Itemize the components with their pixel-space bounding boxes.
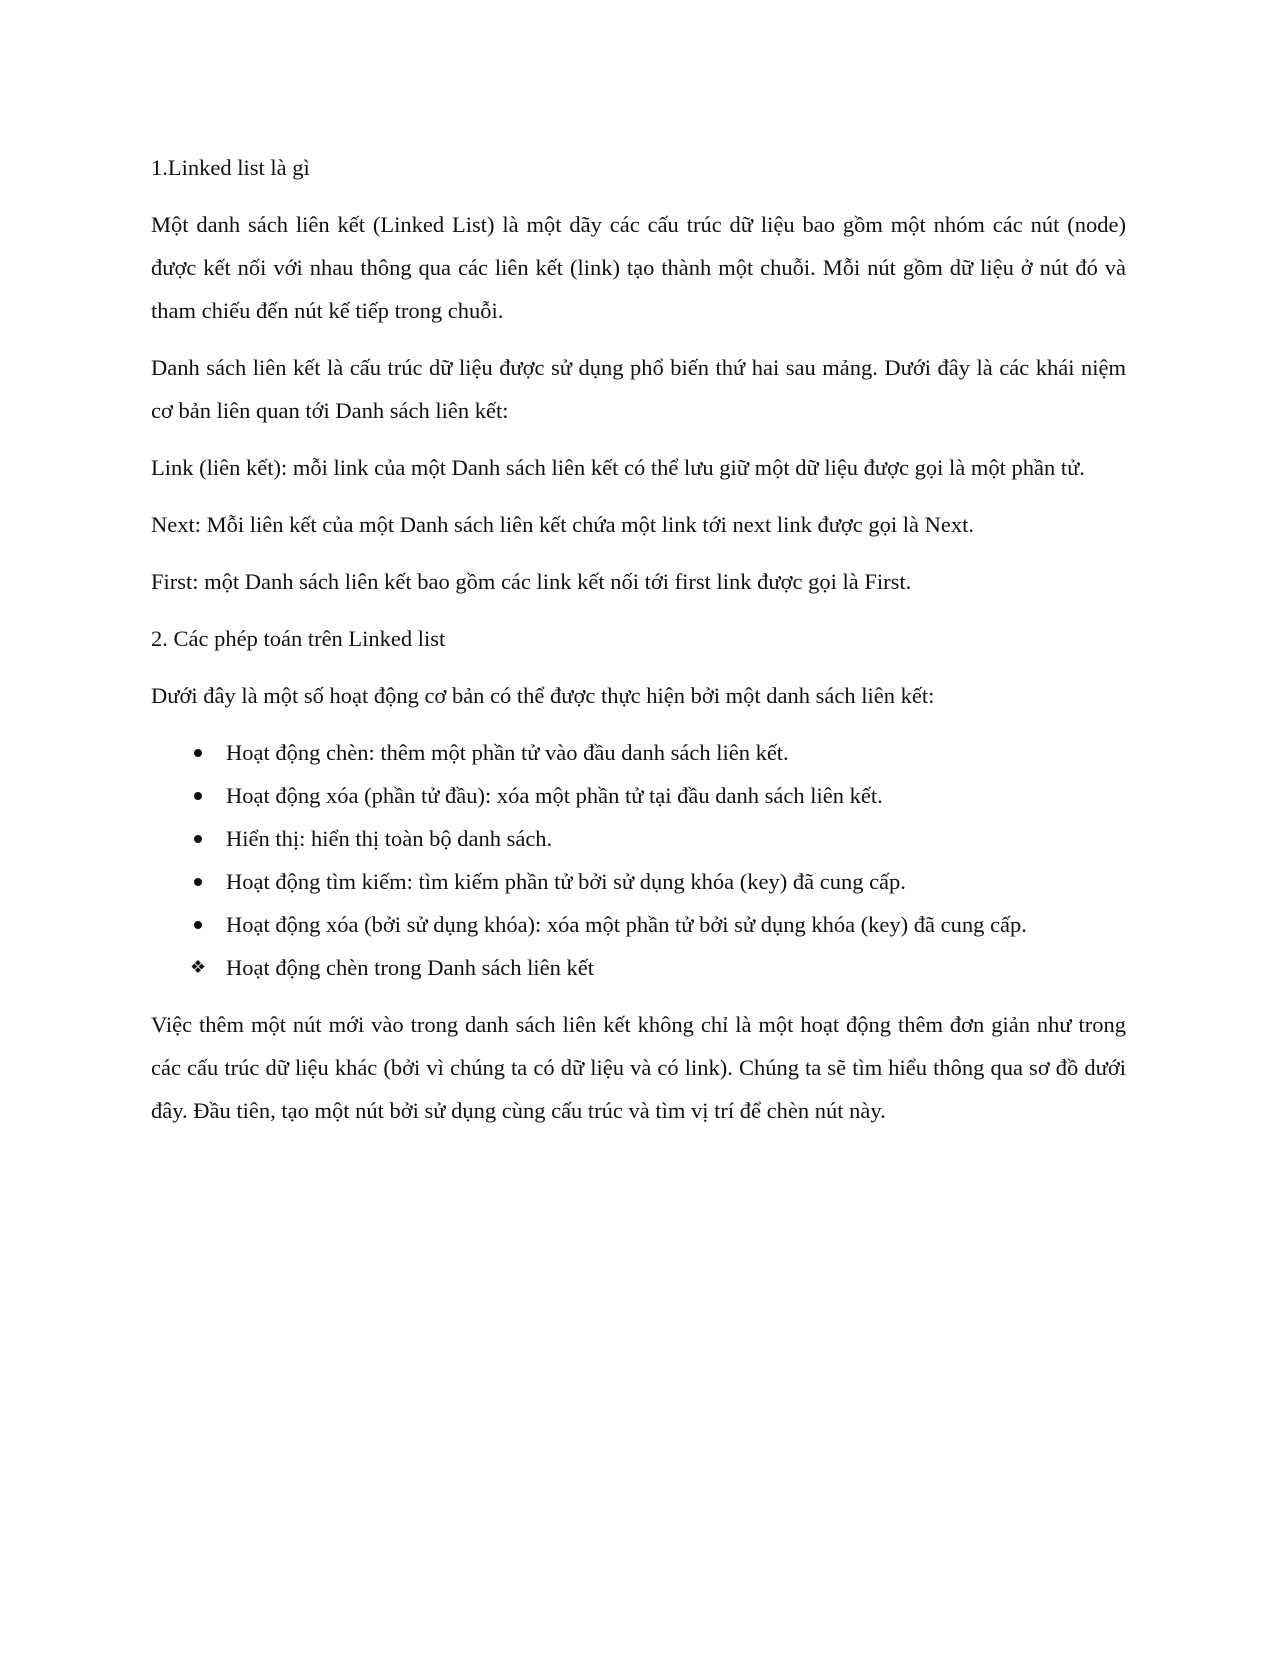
bullet-dot-icon [188,731,208,774]
list-item-text: Hoạt động xóa (bởi sử dụng khóa): xóa một phần tử bởi sử dụng khóa (key) đã cung cấp. [226,912,1027,937]
paragraph-operations-intro: Dưới đây là một số hoạt động cơ bản có thể được thực hiện bởi một danh sách liên kết: [151,683,935,708]
list-item [151,903,1126,946]
operations-list [151,731,1126,989]
list-item-diamond [151,946,1126,989]
bullet-dot-icon [188,903,208,946]
list-item-text: Hoạt động chèn trong Danh sách liên kết [226,955,595,980]
document-page [151,146,1126,1146]
section-1-heading: 1.Linked list là gì [151,155,310,180]
four-diamond-icon: ❖ [189,957,207,978]
bullet-dot-icon [188,817,208,860]
list-item-text: Hoạt động chèn: thêm một phần tử vào đầu danh sách liên kết. [226,740,789,765]
paragraph-first: First: một Danh sách liên kết bao gồm các link kết nối tới first link được gọi là First. [151,569,912,594]
list-item [151,817,1126,860]
paragraph-link: Link (liên kết): mỗi link của một Danh sách liên kết có thể lưu giữ một dữ liệu được gọi là một phần tử. [151,455,1085,480]
list-item [151,860,1126,903]
section-2-heading: 2. Các phép toán trên Linked list [151,626,446,651]
paragraph-concepts-intro: Danh sách liên kết là cấu trúc dữ liệu được sử dụng phổ biến thứ hai sau mảng. Dưới đây là các khái niệm cơ bản liên quan tới Danh sách liên kết: [151,355,1126,423]
paragraph-insertion: Việc thêm một nút mới vào trong danh sách liên kết không chỉ là một hoạt động thêm đơn giản như trong các cấu trúc dữ liệu khác (bởi vì chúng ta có dữ liệu và có link). Chúng ta sẽ tìm hiểu thông qua sơ đồ dưới đây. Đầu tiên, tạo một nút bởi sử dụng cùng cấu trúc và tìm vị trí để chèn nút này. [151,1012,1126,1123]
paragraph-next: Next: Mỗi liên kết của một Danh sách liên kết chứa một link tới next link được gọi là Next. [151,512,975,537]
list-item-text: Hoạt động xóa (phần tử đầu): xóa một phần tử tại đầu danh sách liên kết. [226,783,883,808]
list-item-text: Hiển thị: hiển thị toàn bộ danh sách. [226,826,553,851]
list-item [151,731,1126,774]
bullet-dot-icon [188,860,208,903]
list-item [151,774,1126,817]
paragraph-definition: Một danh sách liên kết (Linked List) là một dãy các cấu trúc dữ liệu bao gồm một nhóm các nút (node) được kết nối với nhau thông qua các liên kết (link) tạo thành một chuỗi. Mỗi nút gồm dữ liệu ở nút đó và tham chiếu đến nút kế tiếp trong chuỗi. [151,212,1126,323]
bullet-dot-icon [188,774,208,817]
list-item-text: Hoạt động tìm kiếm: tìm kiếm phần tử bởi sử dụng khóa (key) đã cung cấp. [226,869,906,894]
operations-list-block [151,731,1126,989]
